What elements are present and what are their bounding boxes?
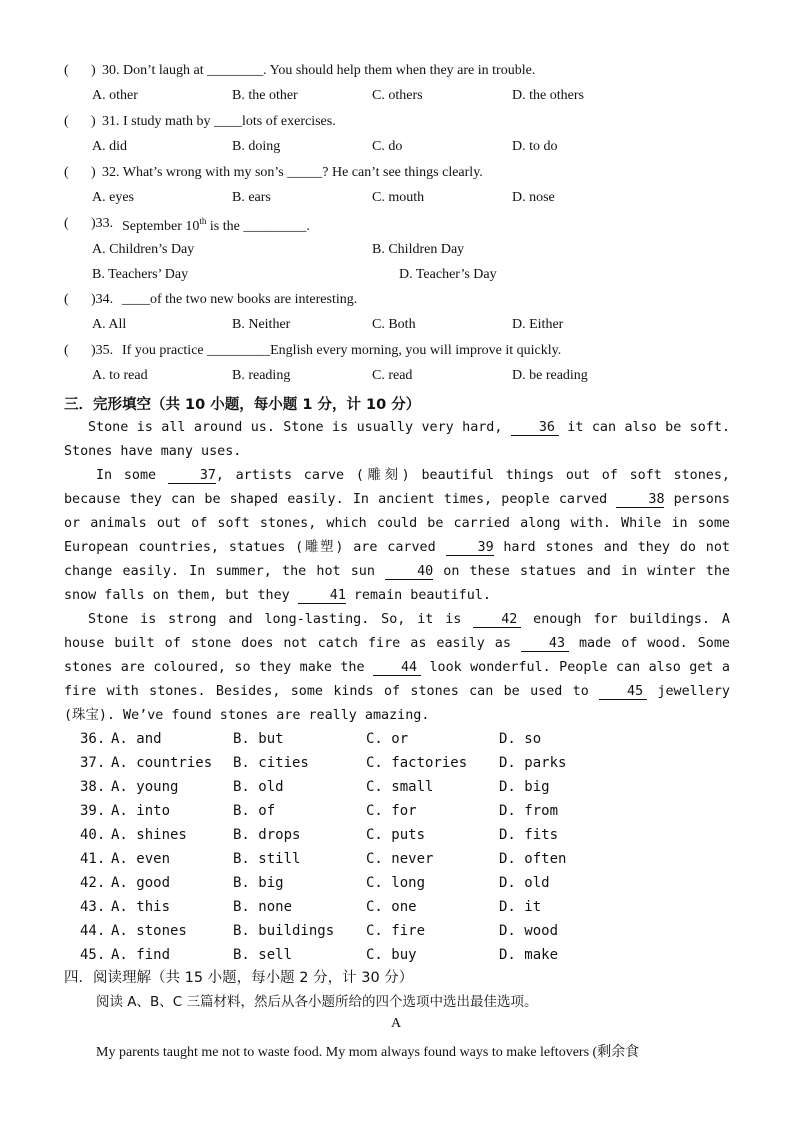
question-paren-close: )34. (91, 292, 114, 307)
section-3-title: 三．完形填空（共 10 小题，每小题 1 分，计 10 分） (64, 397, 421, 413)
cloze-option: D. wood (499, 923, 559, 939)
passage-a-first-line: My parents taught me not to waste food. My mom always found ways to make leftovers (剩余食 (96, 1045, 640, 1060)
answer-option: B. Teachers’ Day (92, 267, 189, 282)
cloze-option: C. factories (366, 755, 468, 771)
answer-option: A. eyes (92, 190, 134, 205)
question-blank: ________ (207, 63, 264, 78)
cloze-option: D. it (499, 899, 542, 915)
cloze-option: D. big (499, 779, 550, 795)
question-paren-close: ) (91, 63, 96, 78)
answer-option: D. nose (512, 190, 555, 205)
question-paren-close: )33. (91, 216, 114, 231)
answer-option: B. the other (232, 88, 298, 103)
answer-option: C. mouth (372, 190, 425, 205)
question-text (102, 165, 483, 181)
cloze-option: A. this (111, 899, 171, 915)
question-stem: Don’t laugh at (123, 63, 204, 78)
question-paren-open: ( (64, 216, 69, 231)
passage-label-a: A (391, 1016, 402, 1031)
cloze-blank: 44 (373, 661, 421, 676)
passage-text: on these statues and in winter the snow falls on them, but they (64, 564, 730, 603)
question-stem: If you practice (122, 343, 204, 358)
cloze-option: A. good (111, 875, 171, 891)
answer-option: A. Children’s Day (92, 242, 195, 257)
passage-text: enough for buildings. A house built of stone does not catch fire as easily as (64, 612, 730, 651)
cloze-option-number: 41. (80, 851, 106, 867)
question-blank: ____ (122, 292, 150, 307)
question-blank: ____ (214, 114, 242, 129)
question-paren-close: ) (91, 165, 96, 180)
cloze-blank: 36 (511, 421, 559, 436)
cloze-option: A. and (111, 731, 162, 747)
passage-text: remain beautiful. (345, 588, 491, 603)
section-4-title: 四．阅读理解（共 15 小题，每小题 2 分，计 30 分） (64, 970, 414, 986)
question-blank: _________ (207, 343, 271, 358)
cloze-option: B. cities (233, 755, 309, 771)
question-stem-end: English every morning, you will improve it quickly. (270, 343, 562, 358)
answer-option: D. to do (512, 139, 558, 154)
question-text (102, 63, 535, 79)
answer-option: A. other (92, 88, 138, 103)
cloze-blank: 39 (446, 541, 494, 556)
question-paren-close: )35. (91, 343, 114, 358)
cloze-option-number: 44. (80, 923, 106, 939)
answer-option: D. Either (512, 317, 564, 332)
cloze-option: C. small (366, 779, 434, 795)
answer-option: B. doing (232, 139, 281, 154)
cloze-blank: 40 (385, 565, 433, 580)
question-paren-close: ) (91, 114, 96, 129)
passage-text: it can also be soft. Stones have many uses. (64, 420, 730, 459)
passage-paragraph-2 (64, 464, 730, 608)
cloze-option: A. even (111, 851, 171, 867)
cloze-option-number: 39. (80, 803, 106, 819)
cloze-blank: 37 (168, 469, 216, 484)
cloze-option: B. old (233, 779, 284, 795)
passage-text: look wonderful. People can also get a fire with stones. Besides, some kinds of stones can be used to (64, 660, 730, 699)
passage-text: hard stones and they do not change easily. In summer, the hot sun (64, 540, 730, 579)
cloze-option: C. fire (366, 923, 426, 939)
question-blank: _____ (287, 165, 323, 180)
question-text (122, 343, 561, 359)
cloze-passage (64, 416, 730, 728)
cloze-option-number: 36. (80, 731, 106, 747)
question-stem-end: ? He can’t see things clearly. (322, 165, 483, 180)
cloze-option: C. never (366, 851, 434, 867)
cloze-option: D. make (499, 947, 559, 963)
question-paren-open: ( (64, 343, 69, 358)
question-stem-end: . (306, 219, 310, 234)
question-stem: I study math by (123, 114, 211, 129)
cloze-option: C. buy (366, 947, 417, 963)
question-number: 32. (102, 165, 123, 180)
cloze-option-number: 45. (80, 947, 106, 963)
passage-text: Stone is all around us. Stone is usually very hard, (88, 420, 511, 435)
cloze-option: C. puts (366, 827, 426, 843)
passage-text: In some (96, 468, 168, 483)
cloze-option: A. shines (111, 827, 187, 843)
question-text (122, 216, 310, 235)
answer-option: C. others (372, 88, 423, 103)
section-4-instruction: 阅读 A、B、C 三篇材料，然后从各小题所给的四个选项中选出最佳选项。 (96, 994, 538, 1010)
cloze-option: A. stones (111, 923, 187, 939)
answer-option: C. Both (372, 317, 416, 332)
cloze-option: A. countries (111, 755, 213, 771)
question-number: 31. (102, 114, 123, 129)
cloze-option: D. often (499, 851, 567, 867)
cloze-option: C. long (366, 875, 426, 891)
cloze-option: C. or (366, 731, 409, 747)
cloze-blank: 43 (521, 637, 569, 652)
cloze-blank: 41 (298, 589, 346, 604)
answer-option: B. ears (232, 190, 271, 205)
cloze-option: B. none (233, 899, 293, 915)
question-stem-end: of the two new books are interesting. (150, 292, 358, 307)
cloze-option: D. parks (499, 755, 567, 771)
passage-text: , artists carve (雕刻) beautiful things out of soft stones, because they can be shaped easily. In ancient times, people carved (64, 468, 730, 507)
cloze-option: D. old (499, 875, 550, 891)
question-paren-open: ( (64, 292, 69, 307)
answer-option: D. the others (512, 88, 584, 103)
cloze-option: A. young (111, 779, 179, 795)
question-stem-end: lots of exercises. (242, 114, 336, 129)
question-text (122, 292, 357, 308)
question-paren-open: ( (64, 114, 69, 129)
cloze-option-number: 37. (80, 755, 106, 771)
cloze-blank: 42 (473, 613, 521, 628)
passage-text: Stone is strong and long-lasting. So, it is (88, 612, 474, 627)
answer-option: C. read (372, 368, 413, 383)
answer-option: B. reading (232, 368, 291, 383)
passage-text: persons or animals out of soft stones, which could be carried along with. While in some European countries, statues (雕塑) are carved (64, 492, 730, 555)
cloze-option: B. drops (233, 827, 301, 843)
passage-text: made of wood. Some stones are coloured, so they make the (64, 636, 730, 675)
answer-option: B. Children Day (372, 242, 465, 257)
question-number: 30. (102, 63, 123, 78)
cloze-option: B. sell (233, 947, 293, 963)
answer-option: A. All (92, 317, 127, 332)
cloze-option: C. one (366, 899, 417, 915)
cloze-option: D. fits (499, 827, 559, 843)
cloze-option-number: 40. (80, 827, 106, 843)
question-stem: What’s wrong with my son’s (122, 165, 284, 180)
cloze-option-number: 42. (80, 875, 106, 891)
passage-paragraph-3 (64, 608, 730, 728)
question-text (102, 114, 336, 130)
question-paren-open: ( (64, 63, 69, 78)
question-paren-open: ( (64, 165, 69, 180)
question-stem: September 10 (122, 219, 200, 234)
question-blank: _________ (243, 219, 307, 234)
question-stem-2: is the (206, 219, 240, 234)
cloze-option: B. but (233, 731, 284, 747)
cloze-option: B. still (233, 851, 301, 867)
question-stem-end: . You should help them when they are in trouble. (263, 63, 536, 78)
cloze-option: B. buildings (233, 923, 335, 939)
cloze-option: B. big (233, 875, 284, 891)
cloze-option-number: 43. (80, 899, 106, 915)
answer-option: D. Teacher’s Day (399, 267, 497, 282)
cloze-option-number: 38. (80, 779, 106, 795)
passage-paragraph-1 (64, 416, 730, 464)
answer-option: C. do (372, 139, 403, 154)
cloze-option: C. for (366, 803, 417, 819)
cloze-blank: 38 (616, 493, 664, 508)
cloze-option: B. of (233, 803, 276, 819)
cloze-option: D. so (499, 731, 542, 747)
passage-text: jewellery (珠宝). We’ve found stones are really amazing. (64, 684, 730, 723)
cloze-option: A. find (111, 947, 171, 963)
answer-option: A. to read (92, 368, 148, 383)
answer-option: D. be reading (512, 368, 588, 383)
answer-option: B. Neither (232, 317, 291, 332)
answer-option: A. did (92, 139, 127, 154)
question-superscript: th (199, 216, 207, 226)
cloze-option: D. from (499, 803, 559, 819)
cloze-option: A. into (111, 803, 171, 819)
cloze-blank: 45 (599, 685, 647, 700)
